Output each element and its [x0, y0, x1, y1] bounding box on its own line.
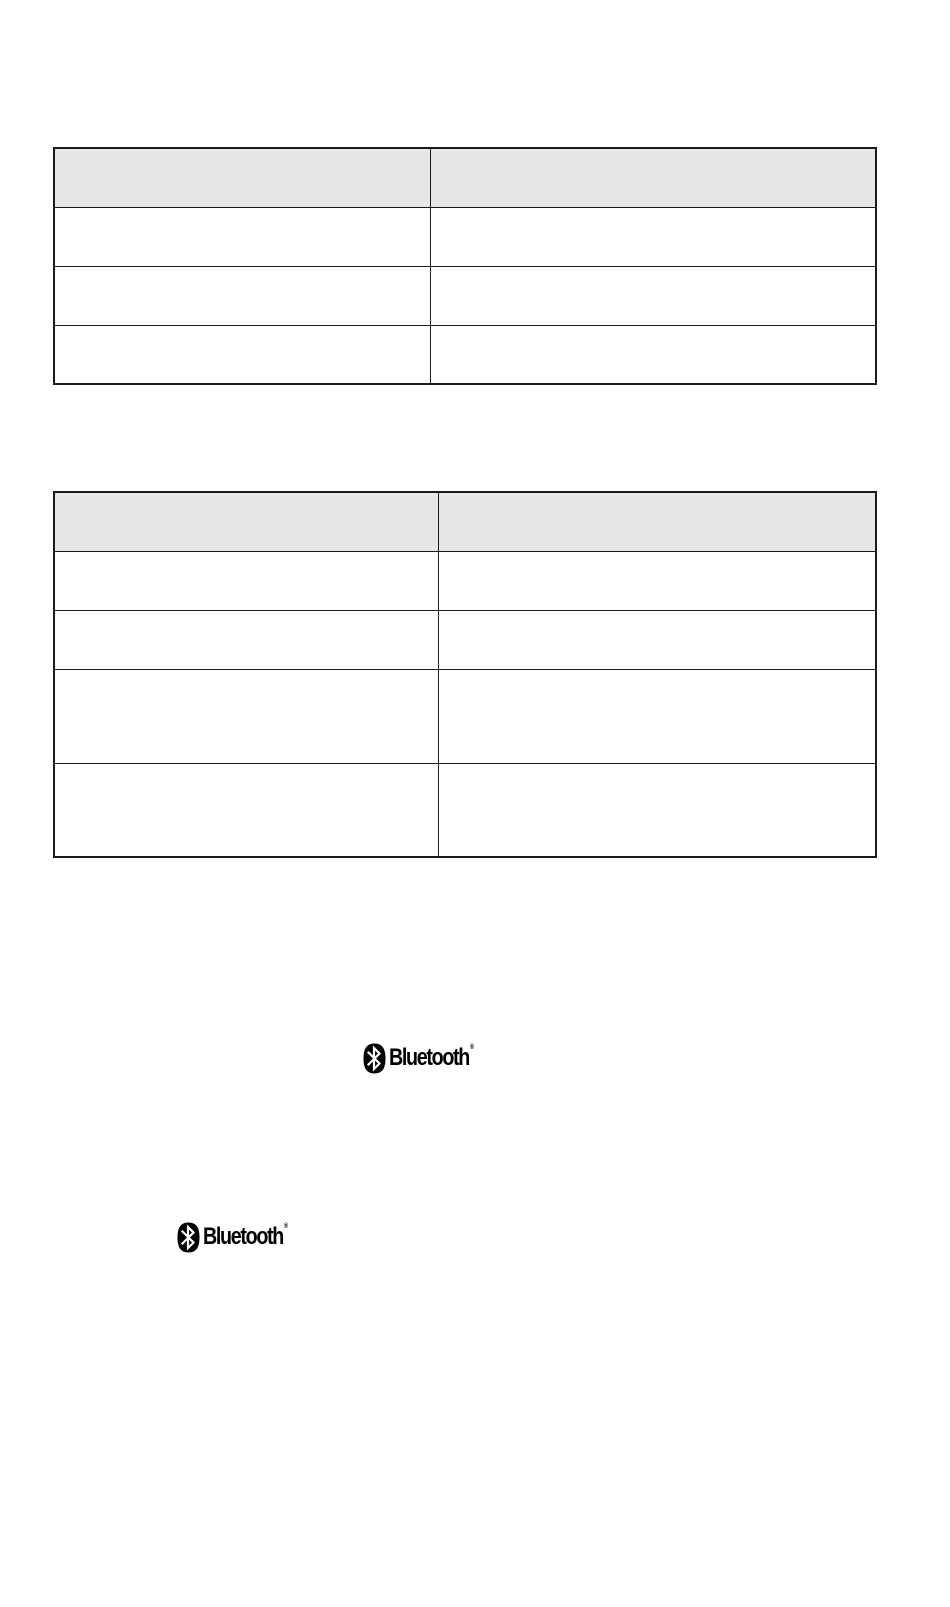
table-row	[54, 207, 876, 266]
table-row	[54, 669, 876, 763]
table-cell	[430, 325, 876, 384]
table-header-row	[54, 492, 876, 551]
table-cell	[54, 669, 438, 763]
table-header-cell	[430, 148, 876, 207]
table-row	[54, 325, 876, 384]
table-cell	[54, 207, 430, 266]
table-cell	[54, 763, 438, 857]
table-cell	[54, 266, 430, 325]
bluetooth-logo	[363, 1042, 493, 1074]
table-cell	[54, 610, 438, 669]
table-header-cell	[54, 492, 438, 551]
bluetooth-logo	[177, 1221, 307, 1253]
table-row	[54, 266, 876, 325]
table-row	[54, 610, 876, 669]
bluetooth-icon	[177, 1222, 200, 1253]
spec-table-1	[53, 147, 877, 385]
table-header-cell	[54, 148, 430, 207]
bluetooth-wordmark: Bluetooth®	[389, 1044, 475, 1071]
bluetooth-wordmark: Bluetooth®	[203, 1223, 289, 1250]
table-cell	[54, 551, 438, 610]
table-row	[54, 763, 876, 857]
spec-table-2	[53, 491, 877, 858]
table-cell	[438, 551, 876, 610]
table-row	[54, 551, 876, 610]
table-cell	[54, 325, 430, 384]
table-cell	[438, 669, 876, 763]
table-cell	[430, 266, 876, 325]
bluetooth-icon	[363, 1043, 386, 1074]
table-cell	[438, 763, 876, 857]
table-cell	[438, 610, 876, 669]
table-cell	[430, 207, 876, 266]
table-header-row	[54, 148, 876, 207]
table-header-cell	[438, 492, 876, 551]
